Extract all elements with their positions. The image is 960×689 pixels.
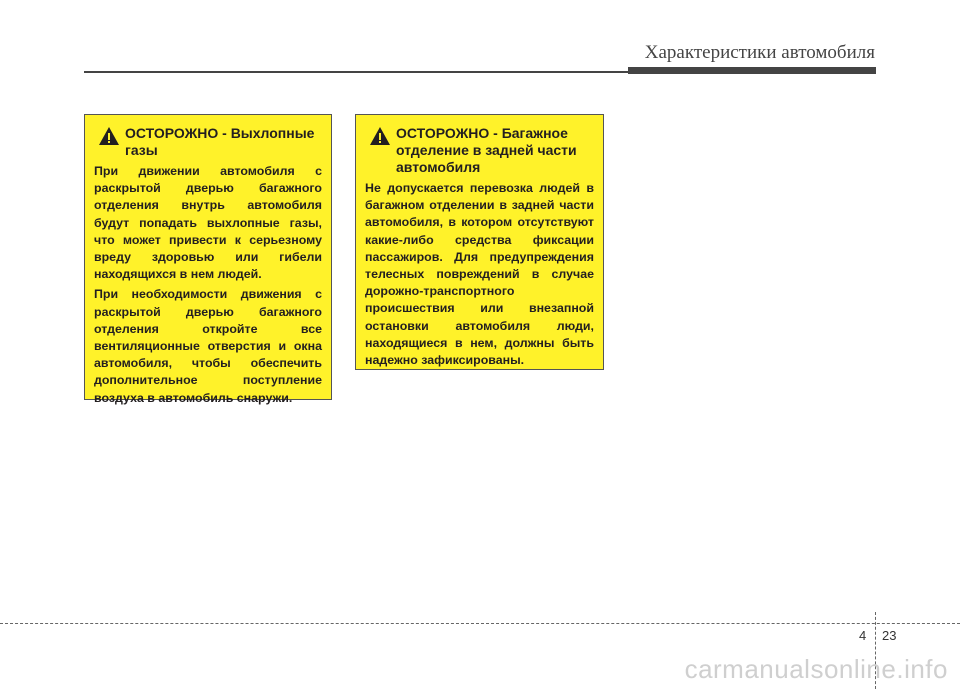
warning-paragraph: Не допускается перевозка людей в багажном отделении в задней части автомобиля, в котором отсутствуют какие-либо средства фиксации пассажиров. Для предупреждения телесных повреждений в случае дорожно-транспортного происшествия или внезапной остановки автомобиля люди, находящиеся в нем, должны быть надежно зафиксированы. (365, 181, 594, 368)
watermark: carmanualsonline.info (684, 654, 948, 684)
chapter-number: 4 (859, 628, 867, 643)
warning-triangle-icon (98, 126, 120, 146)
warning-triangle-icon (369, 126, 391, 146)
page-header-title: Характеристики автомобиля (644, 42, 875, 63)
warning-header (94, 125, 322, 159)
warning-paragraph: При движении автомобиля с раскрытой дверью багажного отделения внутрь автомобиля будут попадать выхлопные газы, что может привести к серьезному вреду здоровью или гибели находящихся в нем людей. (94, 164, 322, 282)
warning-box-cargo (355, 114, 604, 370)
header-rule (84, 71, 629, 73)
page-number: 23 (882, 628, 897, 643)
header-rule-accent (628, 67, 876, 74)
warning-body (94, 163, 322, 407)
warning-title: ОСТОРОЖНО - Багажное отделение в задней части автомобиля (396, 125, 577, 175)
footer-rule (0, 623, 960, 624)
warning-paragraph: При необходимости движения с раскрытой дверью багажного отделения откройте все вентиляционные отверстия и окна автомобиля, чтобы обеспечить дополнительное поступление воздуха в автомобиль снаружи. (94, 287, 322, 405)
warning-box-exhaust (84, 114, 332, 405)
warning-title: ОСТОРОЖНО - Выхлопные газы (125, 125, 315, 158)
warning-header (365, 125, 594, 176)
warning-body (365, 180, 594, 369)
